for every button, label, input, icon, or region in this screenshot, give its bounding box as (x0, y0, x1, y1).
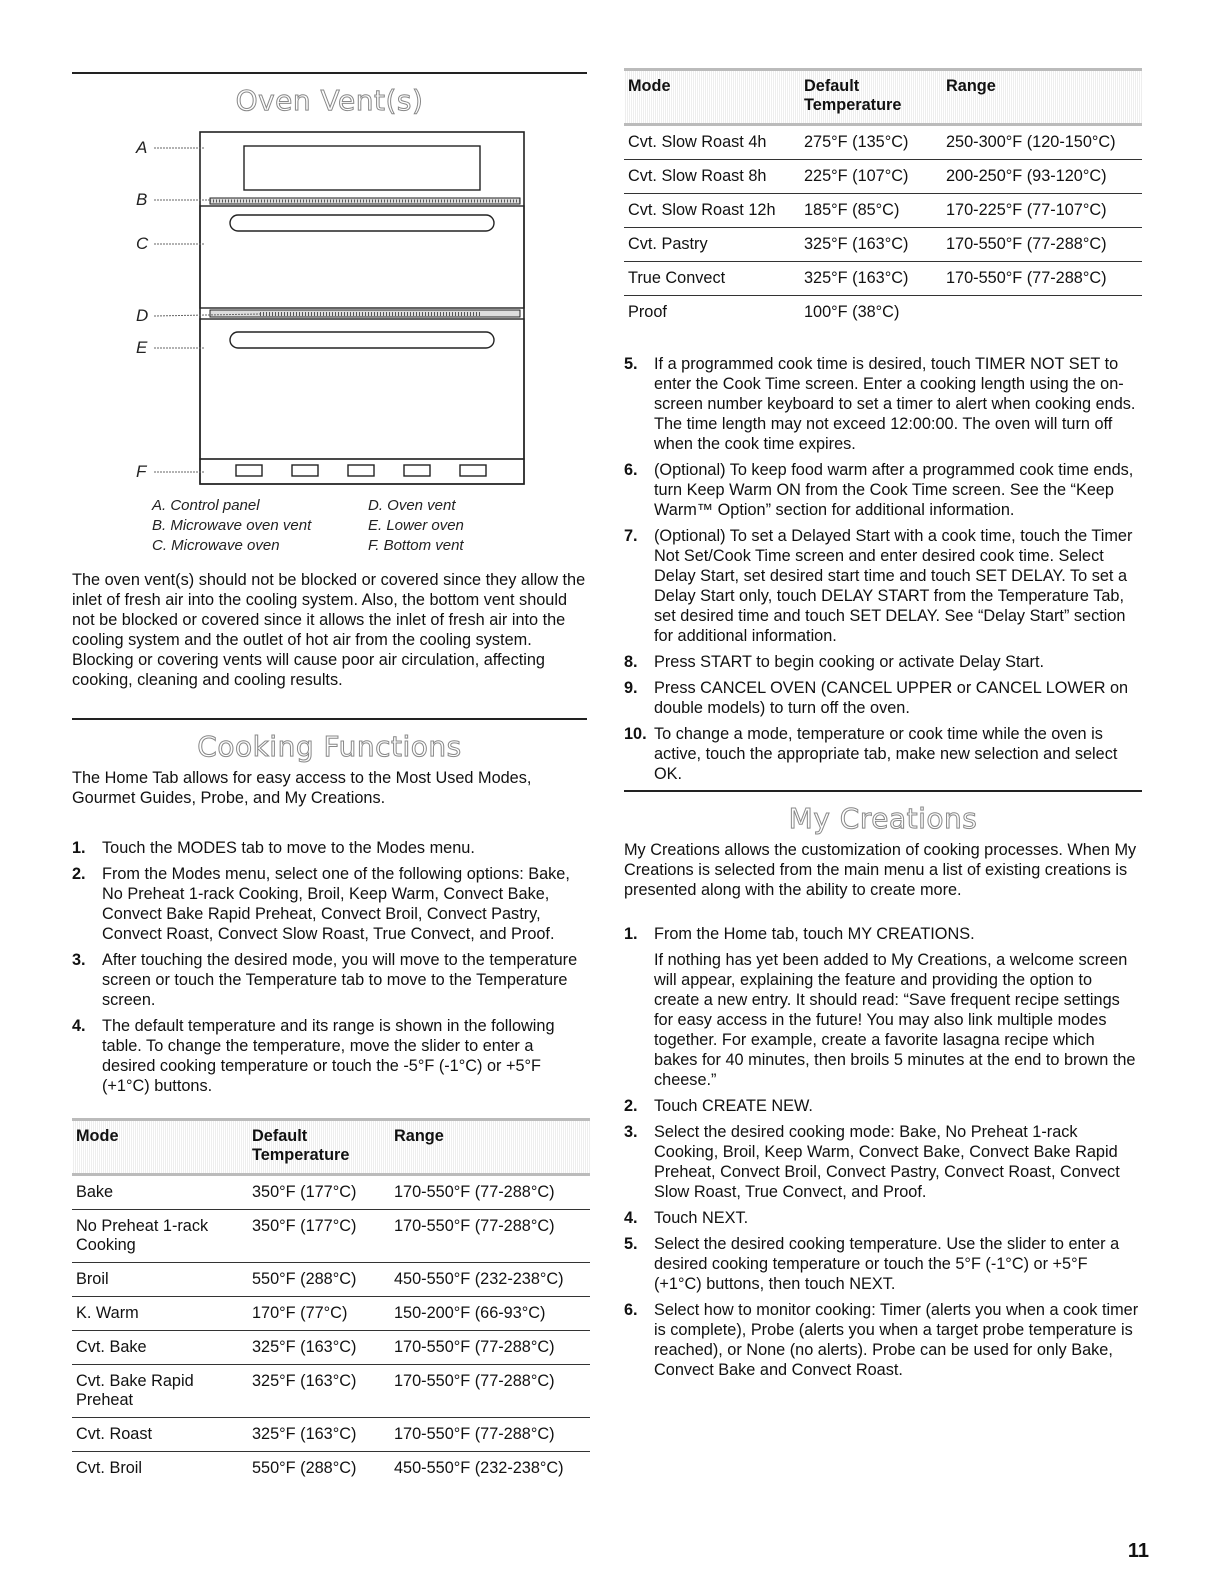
list-item: 6. (Optional) To keep food warm after a programmed cook time ends, turn Keep Warm ON from the Cook Time screen. See the “Keep Warm™ Option” section for additional information. (624, 461, 1134, 519)
cell-range: 450-550°F (232-238°C) (394, 1459, 564, 1477)
cell-range: 170-550°F (77-288°C) (390, 1365, 590, 1418)
cell-default: 325°F (163°C) (248, 1331, 390, 1365)
cell-default: 275°F (135°C) (800, 125, 942, 160)
cell-mode: Broil (72, 1263, 248, 1297)
cell-default: 325°F (163°C) (248, 1365, 390, 1418)
cell-mode: True Convect (624, 262, 800, 296)
cell-mode: K. Warm (72, 1297, 248, 1331)
cell-mode: Bake (72, 1175, 248, 1210)
table-row (72, 1210, 590, 1263)
cell-range: 170-225°F (77-107°C) (942, 194, 1142, 228)
label-c: C (136, 234, 149, 253)
oven-vents-title: Oven Vent(s) (235, 84, 424, 117)
mode-table-right (624, 68, 1142, 329)
header-range: Range (946, 77, 996, 95)
page-number: 11 (1127, 1540, 1149, 1562)
cell-mode: Cvt. Pastry (624, 228, 800, 262)
label-a: A (136, 138, 148, 157)
list-item: 4. The default temperature and its range is shown in the following table. To change the temperature, move the slider to enter a desired cooking temperature or touch the -5°F (-1°C) or +5°F (+1°C) buttons. (72, 1017, 555, 1095)
caption-c: C. Microwave oven (152, 537, 280, 554)
cell-range: 170-550°F (77-288°C) (390, 1331, 590, 1365)
cooking-functions-title: Cooking Functions (197, 730, 462, 763)
list-item: 2. From the Modes menu, select one of the following options: Bake, No Preheat 1-rack Cooking, Broil, Keep Warm, Convect Bake, Convect Bake Rapid Preheat, Convect Broil, Convect Pastry, Convect Roast, Convect Slow Roast, True Convect, and Proof. (72, 865, 570, 943)
table-row (72, 1365, 590, 1418)
cell-range: 450-550°F (232-238°C) (390, 1263, 590, 1297)
cell-mode: Proof (628, 303, 667, 321)
cell-mode: Cvt. Roast (72, 1418, 248, 1452)
my-creations-title: My Creations (788, 802, 978, 835)
oven-vents-paragraph: The oven vent(s) should not be blocked or covered since they allow the inlet of fresh air into the cooling system. Also, the bottom vent should not be blocked or covered since it allows the inlet of fresh air into the cooling system and the outlet of hot air from the cooling system. Blocking or covering vents will cause poor air circulation, affecting cooking, cleaning and cooling results. (72, 571, 586, 689)
cell-default: 550°F (288°C) (252, 1459, 357, 1477)
cell-mode: No Preheat 1-rack Cooking (72, 1210, 248, 1263)
cell-range: 170-550°F (77-288°C) (942, 228, 1142, 262)
table-row (624, 296, 1142, 330)
cooking-steps-list (72, 838, 590, 1102)
cell-range: 170-550°F (77-288°C) (390, 1210, 590, 1263)
cell-mode: Cvt. Bake (72, 1331, 248, 1365)
table-row (624, 194, 1142, 228)
welcome-screen-note: If nothing has yet been added to My Creations, a welcome screen will appear, explaining the feature and providing the option to create a new entry. It should read: “Save frequent recipe settings for easy access in the future! You may also link multiple modes together. For example, create a favorite lasagna recipe which bakes for 40 minutes, then broils 5 minutes at the end to brown the cheese.” (654, 951, 1136, 1089)
table-row (72, 1297, 590, 1331)
list-item: 5. If a programmed cook time is desired, touch TIMER NOT SET to enter the Cook Time screen. Enter a cooking length using the on-screen number keyboard to set a timer to alert when cooking ends. The time length may not exceed 12:00:00. The oven will turn off when the cook time expires. (624, 355, 1136, 453)
list-item: 1. Touch the MODES tab to move to the Modes menu. (72, 839, 475, 857)
table-row (624, 262, 1142, 296)
table-row (624, 125, 1142, 160)
cell-default: 350°F (177°C) (248, 1210, 390, 1263)
caption-e: E. Lower oven (368, 517, 464, 534)
list-item: 9. Press CANCEL OVEN (CANCEL UPPER or CANCEL LOWER on double models) to turn off the oven. (624, 679, 1129, 717)
list-item: 7. (Optional) To set a Delayed Start with a cook time, touch the Timer Not Set/Cook Time screen and enter desired cook time. Select Delay Start, set desired start time and touch SET DELAY. To set a Delay Start only, touch DELAY START from the Temperature Tab, set desired time and touch SET DELAY. See “Delay Start” section for additional information. (624, 527, 1133, 645)
table-row (72, 1452, 590, 1486)
table-header-row (624, 70, 1142, 125)
cell-range (942, 296, 1142, 330)
cell-default: 170°F (77°C) (248, 1297, 390, 1331)
table-row (72, 1418, 590, 1452)
list-item: 10. To change a mode, temperature or cook time while the oven is active, touch the appropriate tab, make new selection and select OK. (624, 725, 1118, 783)
caption-a: A. Control panel (152, 497, 260, 514)
caption-f: F. Bottom vent (368, 537, 464, 554)
cell-default: 100°F (38°C) (804, 303, 900, 321)
list-item: 6. Select how to monitor cooking: Timer (alerts you when a cook timer is complete), Probe (alerts you when a target probe temperature is reached), or None (no alerts). Probe can be used for only Bake, Convect Bake and Convect Roast. (624, 1301, 1139, 1379)
my-creations-steps (624, 924, 1139, 1386)
header-default: Default Temperature (252, 1127, 350, 1164)
cell-range: 250-300°F (120-150°C) (942, 125, 1142, 160)
cell-range: 200-250°F (93-120°C) (942, 160, 1142, 194)
label-b: B (136, 190, 148, 209)
my-creations-rule (624, 790, 1142, 792)
cell-range: 170-550°F (77-288°C) (390, 1175, 590, 1210)
cell-range: 170-550°F (77-288°C) (390, 1418, 590, 1452)
cooking-steps-continued (624, 354, 1142, 790)
table-row (624, 228, 1142, 262)
cell-mode: Cvt. Bake Rapid Preheat (72, 1365, 248, 1418)
cell-default: 225°F (107°C) (800, 160, 942, 194)
header-mode: Mode (628, 77, 671, 95)
cell-mode: Cvt. Slow Roast 12h (624, 194, 800, 228)
my-creations-intro: My Creations allows the customization of cooking processes. When My Creations is selected from the main menu a list of existing creations is presented along with the ability to create more. (624, 841, 1137, 899)
cell-range: 170-550°F (77-288°C) (942, 262, 1142, 296)
list-item: 8. Press START to begin cooking or activate Delay Start. (624, 653, 1045, 671)
caption-b: B. Microwave oven vent (152, 517, 312, 534)
cell-default: 325°F (163°C) (800, 228, 942, 262)
caption-left (152, 496, 311, 556)
table-row (624, 160, 1142, 194)
cell-default: 325°F (163°C) (248, 1418, 390, 1452)
header-range: Range (394, 1127, 444, 1145)
cell-default: 325°F (163°C) (800, 262, 942, 296)
label-f: F (136, 462, 147, 481)
list-item: 5. Select the desired cooking temperature. Use the slider to enter a desired cooking temperature or touch the 5°F (-1°C) or +5°F (+1°C) buttons, then touch NEXT. (624, 1235, 1120, 1293)
cell-mode: Cvt. Slow Roast 4h (624, 125, 800, 160)
label-d: D (136, 306, 149, 325)
cell-default: 185°F (85°C) (800, 194, 942, 228)
caption-d: D. Oven vent (368, 497, 456, 514)
header-mode: Mode (76, 1127, 119, 1145)
list-item: 2. Touch CREATE NEW. (624, 1097, 813, 1115)
table-row (72, 1263, 590, 1297)
table-header-row (72, 1120, 590, 1175)
list-item: 3. Select the desired cooking mode: Bake, No Preheat 1-rack Cooking, Broil, Keep Warm, Convect Bake, Convect Bake Rapid Preheat, Convect Broil, Convect Pastry, Convect Roast, Convect Slow Roast, True Convect, and Proof. (624, 1123, 1120, 1201)
caption-right (368, 496, 464, 556)
cell-default: 550°F (288°C) (248, 1263, 390, 1297)
cell-range: 150-200°F (66-93°C) (390, 1297, 590, 1331)
table-row (72, 1175, 590, 1210)
list-item: 3. After touching the desired mode, you will move to the temperature screen or touch the Temperature tab to move to the Temperature screen. (72, 951, 578, 1009)
cell-mode: Cvt. Broil (76, 1459, 143, 1477)
label-e: E (136, 338, 148, 357)
header-default: Default Temperature (804, 77, 902, 114)
table-row (72, 1331, 590, 1365)
cell-mode: Cvt. Slow Roast 8h (624, 160, 800, 194)
cell-default: 350°F (177°C) (248, 1175, 390, 1210)
oven-vent-diagram (60, 120, 600, 500)
cooking-functions-rule (72, 718, 587, 720)
mode-table-left (72, 1118, 590, 1485)
list-item: 1. From the Home tab, touch MY CREATIONS. If nothing has yet been added to My Creations, a welcome screen will appear, explaining the feature and providing the option to create a new entry. It should read: “Save frequent recipe settings for easy access in the future! You may also link multiple modes together. For example, create a favorite lasagna recipe which bakes for 40 minutes, then broils 5 minutes at the end to brown the cheese.” (624, 924, 1139, 1090)
top-rule-left (72, 72, 587, 74)
list-item: 4. Touch NEXT. (624, 1209, 749, 1227)
cooking-functions-intro: The Home Tab allows for easy access to the Most Used Modes, Gourmet Guides, Probe, and My Creations. (72, 769, 532, 807)
